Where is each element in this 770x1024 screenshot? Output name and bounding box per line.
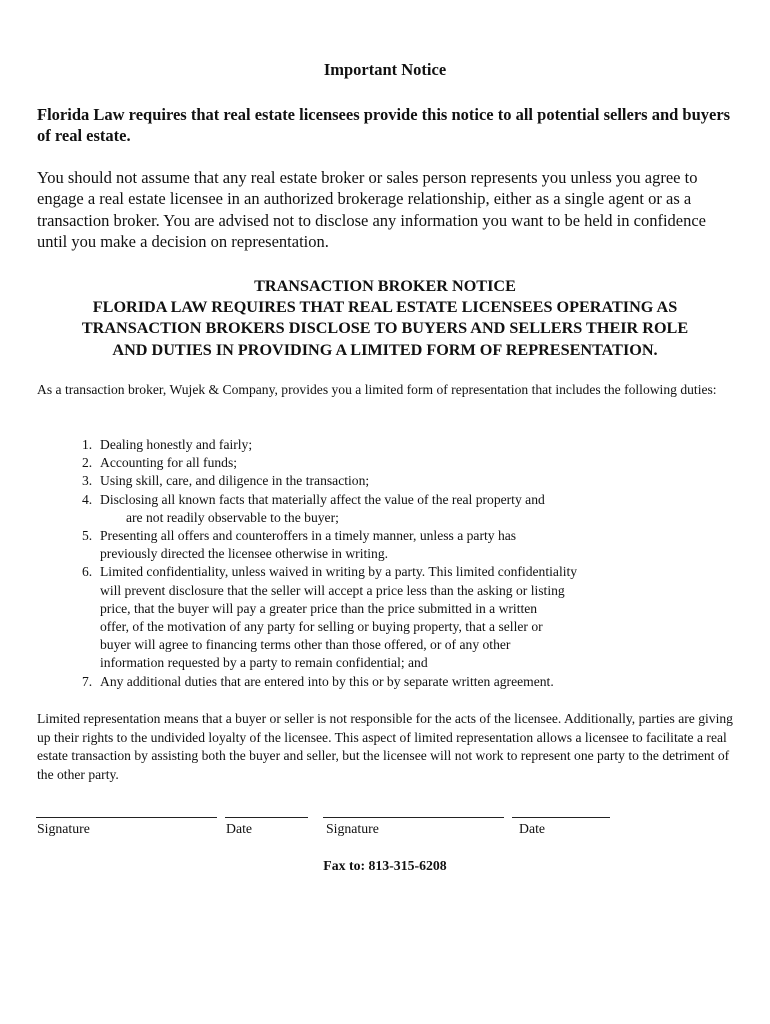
duty-number: 4. [82, 491, 93, 507]
duty-item [82, 563, 682, 672]
signature-line-2[interactable] [323, 817, 504, 818]
tbn-heading: TRANSACTION BROKER NOTICE [254, 277, 516, 295]
duty-text: Dealing honestly and fairly; [100, 437, 253, 452]
duty-text: Disclosing all known facts that materially affect the value of the real property and [100, 491, 545, 507]
duty-text: previously directed the licensee otherwise in writing. [100, 546, 389, 562]
duty-text: Accounting for all funds; [100, 455, 238, 471]
date-line-2[interactable] [512, 817, 610, 818]
transaction-broker-notice [30, 276, 740, 361]
duty-text: Using skill, care, and diligence in the transaction; [100, 473, 370, 489]
duty-item [82, 454, 682, 472]
signature-label: Signature [37, 821, 90, 836]
duty-text: price, that the buyer will pay a greater price than the price submitted in a written [100, 600, 538, 616]
tbn-line: TRANSACTION BROKERS DISCLOSE TO BUYERS AND SELLERS THEIR ROLE [81, 319, 689, 338]
duty-text: Presenting all offers and counteroffers in a timely manner, unless a party has [100, 528, 517, 544]
duty-number: 1. [82, 437, 93, 452]
duty-number: 6. [82, 564, 93, 580]
signature-label: Signature [326, 821, 379, 836]
fax-number: Fax to: 813-315-6208 [323, 858, 447, 873]
duty-number: 7. [82, 673, 93, 689]
duty-text: Limited confidentiality, unless waived in writing by a party. This limited confidentiality [100, 564, 578, 580]
intro-paragraph: You should not assume that any real estate broker or sales person represents you unless you agree to engage a real estate licensee in an authorized brokerage relationship, either as a single agent or as a transaction broker. You are advised not to disclose any information you want to be held in confidence until you make a decision on representation. [37, 168, 707, 251]
date-label: Date [226, 821, 253, 836]
limited-representation-paragraph: Limited representation means that a buyer or seller is not responsible for the acts of the licensee. Additionally, parties are giving up their rights to the undivided loyalty of the licensee. This aspect of limited representation allows a licensee to facilitate a real estate transaction by assisting both the buyer and seller, but the licensee will not work to represent one party to the detriment of the other party. [37, 711, 733, 782]
tbn-line: AND DUTIES IN PROVIDING A LIMITED FORM OF REPRESENTATION. [112, 340, 658, 359]
duty-item [82, 527, 682, 563]
duty-text: Any additional duties that are entered into by this or by separate written agreement. [100, 673, 554, 689]
duty-item [82, 491, 682, 527]
signature-line-1[interactable] [36, 817, 217, 818]
page-title: Important Notice [323, 60, 447, 79]
date-line-1[interactable] [225, 817, 308, 818]
duty-text: buyer will agree to financing terms other than those offered, or of any other [100, 637, 511, 653]
duty-text: will prevent disclosure that the seller will accept a price less than the asking or listing [100, 582, 565, 598]
lead-statement: Florida Law requires that real estate licensees provide this notice to all potential sellers and buyers of real estate. [37, 105, 731, 145]
duty-number: 2. [82, 455, 93, 471]
duties-list [82, 436, 682, 691]
duty-number: 3. [82, 473, 93, 489]
date-label: Date [519, 821, 546, 836]
duty-text: offer, of the motivation of any party for selling or buying property, that a seller or [100, 619, 543, 635]
duty-item [82, 436, 682, 454]
duty-text-continuation: are not readily observable to the buyer; [126, 509, 339, 525]
duty-item [82, 673, 682, 691]
duty-item [82, 472, 682, 490]
duties-intro: As a transaction broker, Wujek & Company, provides you a limited form of representation that includes the following duties: [37, 382, 717, 397]
tbn-line: FLORIDA LAW REQUIRES THAT REAL ESTATE LICENSEES OPERATING AS [92, 298, 678, 317]
duty-text: information requested by a party to remain confidential; and [100, 655, 428, 671]
duty-number: 5. [82, 528, 93, 544]
